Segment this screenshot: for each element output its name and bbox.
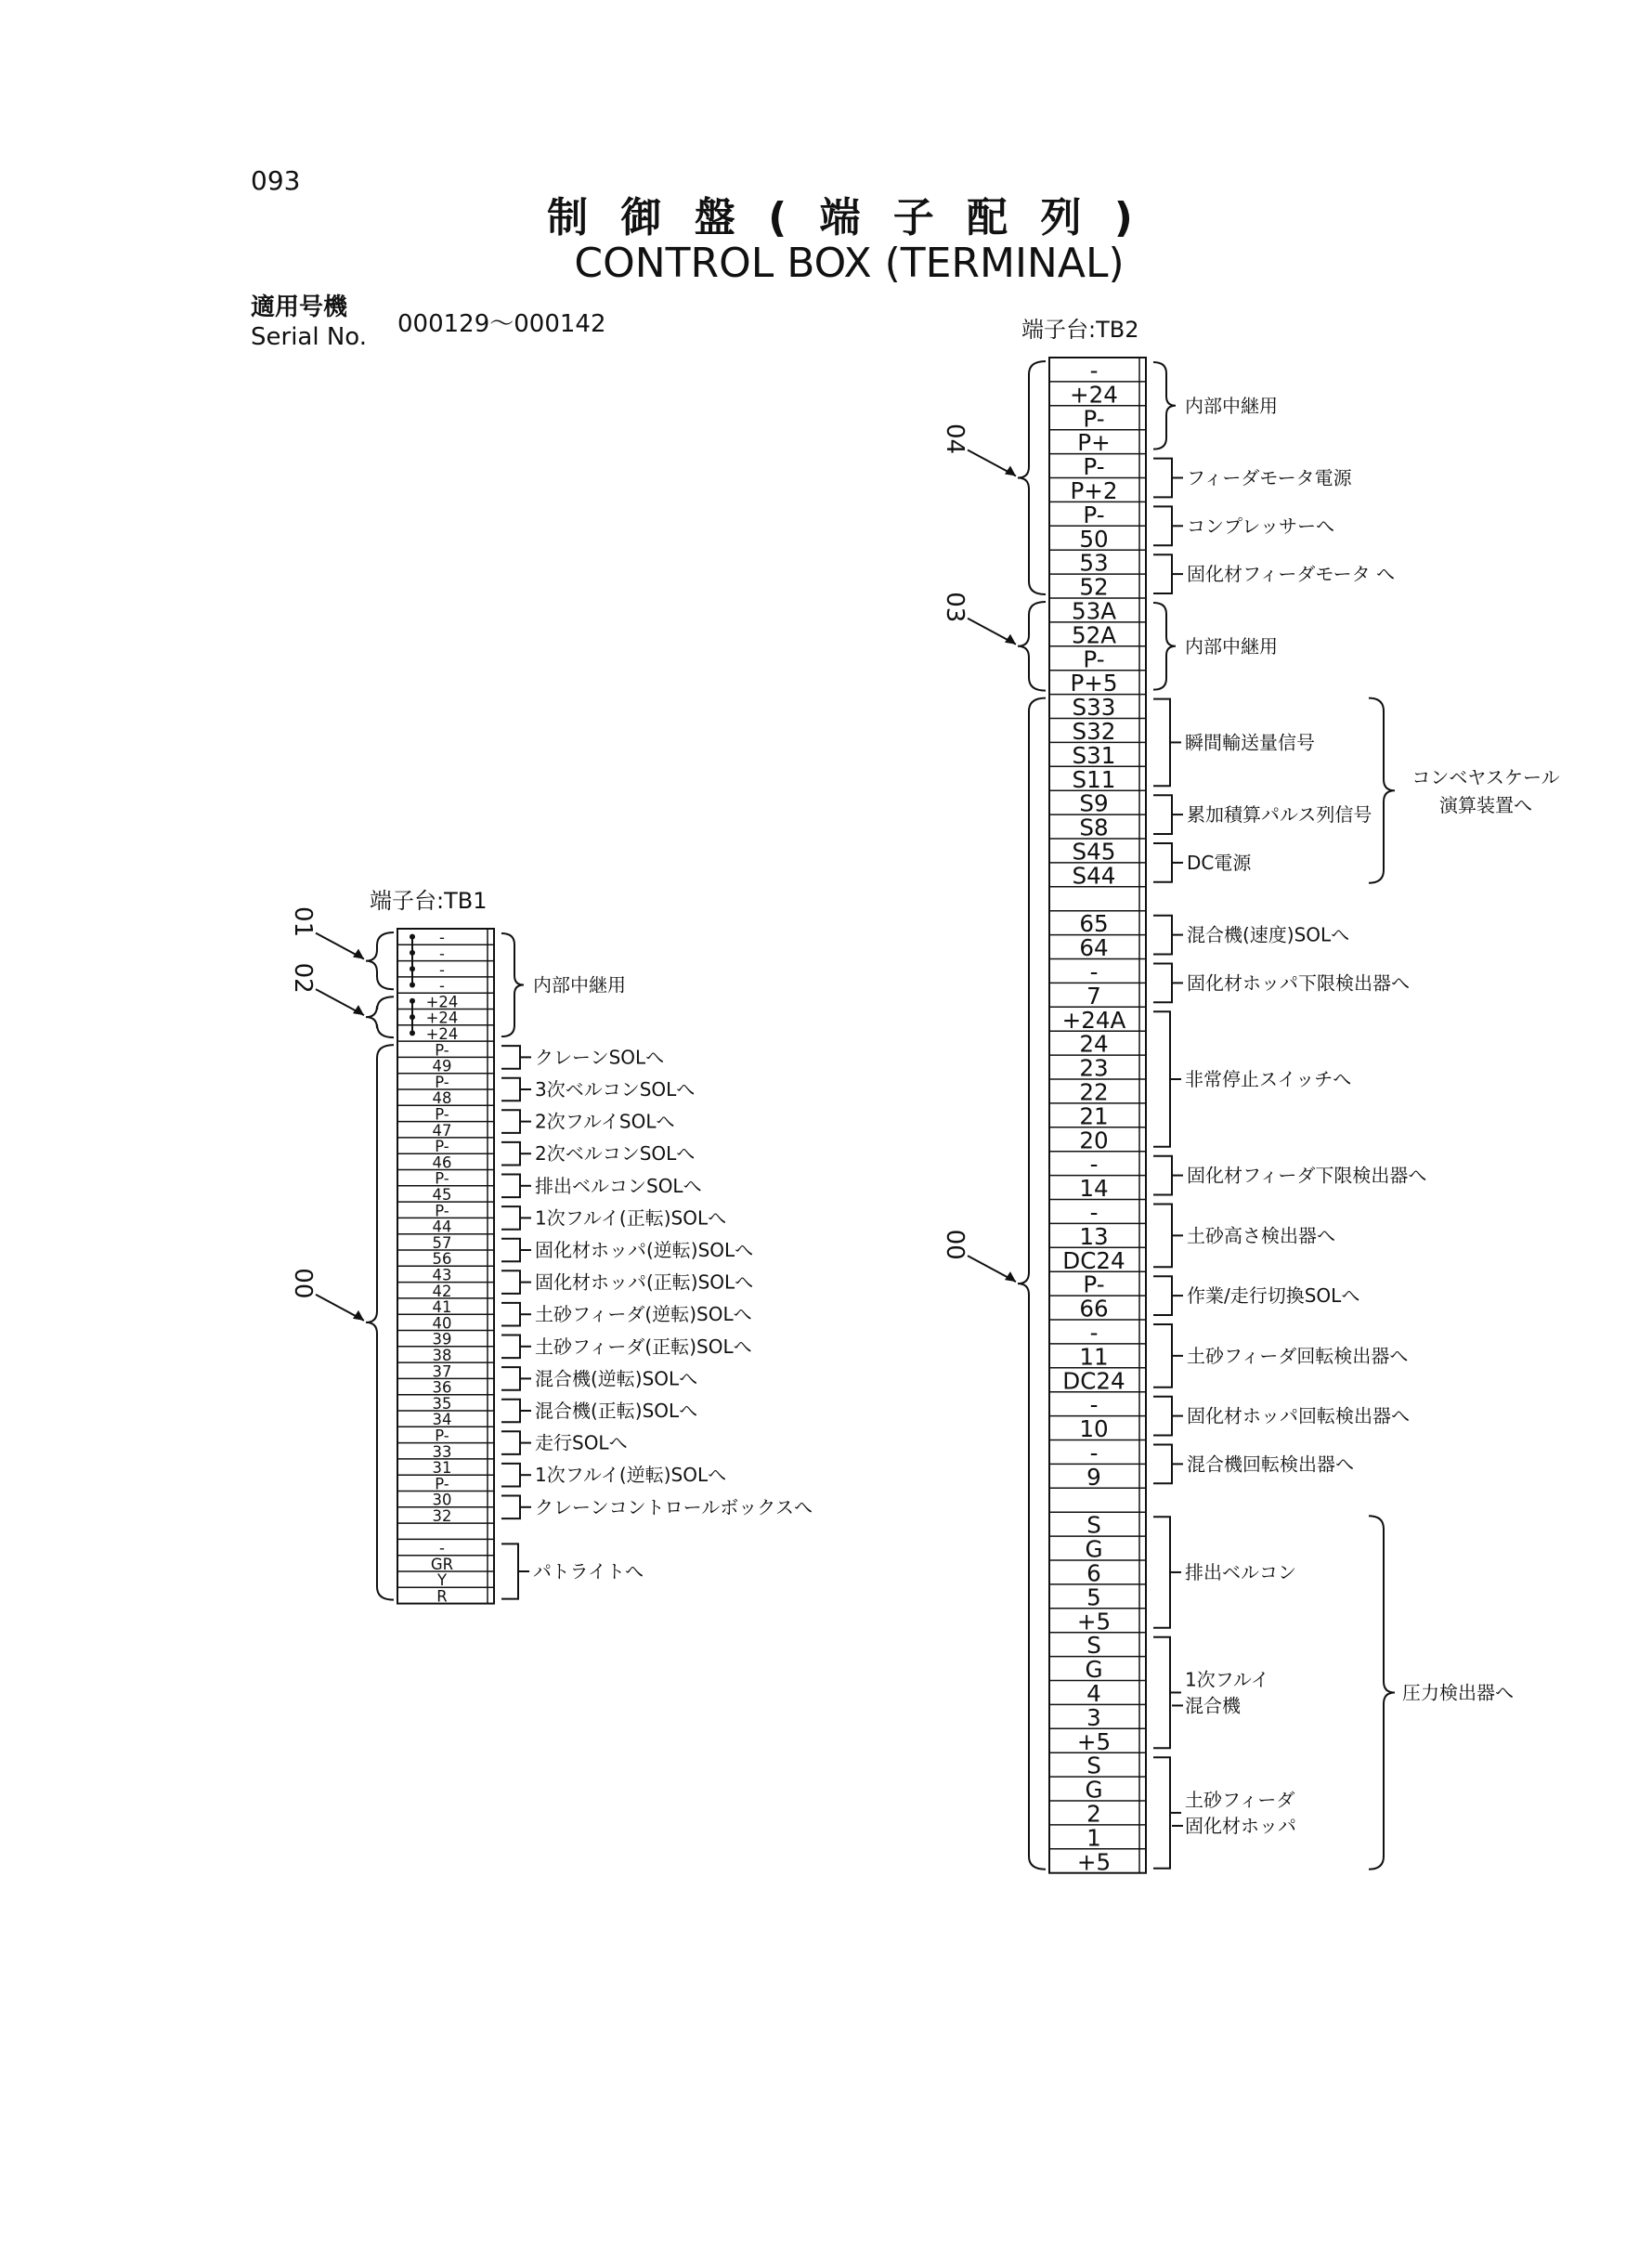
tb2-terminal-label: 23 xyxy=(1079,1054,1109,1082)
tb2-annotation-text: 土砂高さ検出器へ xyxy=(1187,1224,1335,1247)
tb2-annotation-brace xyxy=(1153,362,1176,449)
tb1-annotation-text: 内部中継用 xyxy=(533,973,626,997)
tb1-terminal-label: 48 xyxy=(432,1089,452,1108)
tb2-terminal-label: 21 xyxy=(1079,1102,1109,1130)
tb2-terminal-label: P- xyxy=(1083,405,1105,433)
tb1-jumper-dot xyxy=(410,983,415,988)
tb2-terminal-label: P- xyxy=(1083,1270,1105,1298)
tb2-title: 端子台:TB2 xyxy=(1021,317,1139,343)
tb2-annotation-text: 固化材フィーダ下限検出器へ xyxy=(1187,1164,1427,1187)
tb2-annotation-text-secondary: 固化材ホッパ xyxy=(1185,1814,1296,1837)
serial-range: 000129〜000142 xyxy=(397,310,606,338)
tb1-annotation-text: クレーンコントロールボックスへ xyxy=(535,1495,813,1518)
tb1-terminal-label: P- xyxy=(435,1138,449,1156)
tb2-terminal-label: P+2 xyxy=(1070,476,1118,504)
tb2-terminal-label: - xyxy=(1089,1319,1099,1347)
tb2-group-brace xyxy=(1018,361,1046,594)
tb1-annotation-text: クレーンSOLへ xyxy=(535,1046,665,1069)
tb1-title: 端子台:TB1 xyxy=(370,888,488,914)
tb2-annotation-text: 内部中継用 xyxy=(1185,634,1278,658)
tb2-annotation-text: フィーダモータ電源 xyxy=(1187,466,1352,489)
tb2-terminal-label: 13 xyxy=(1079,1222,1109,1250)
tb2-terminal-label: - xyxy=(1089,357,1099,384)
tb1-terminal-label: GR xyxy=(430,1555,454,1573)
tb1-terminal-label: 49 xyxy=(432,1057,452,1075)
tb2-terminal-label: 4 xyxy=(1086,1679,1101,1707)
title-japanese: 制 御 盤 ( 端 子 配 列 ) xyxy=(547,194,1142,241)
tb2-terminal-label: G xyxy=(1085,1776,1103,1804)
tb2-annotation-text: 固化材ホッパ回転検出器へ xyxy=(1187,1404,1410,1427)
tb1-terminal-label: R xyxy=(436,1587,448,1606)
tb1-terminal-label: 42 xyxy=(432,1282,452,1300)
tb2-terminal-label: S31 xyxy=(1072,741,1116,769)
tb1-terminal-label: 36 xyxy=(432,1378,452,1397)
tb2-annotation-bracket xyxy=(1153,1517,1170,1628)
tb2-annotation-text: 非常停止スイッチへ xyxy=(1185,1068,1352,1090)
tb1-terminal-label: 40 xyxy=(432,1314,452,1333)
tb2-annotation-bracket xyxy=(1153,1324,1172,1388)
tb1-annotation-text: 固化材ホッパ(逆転)SOLへ xyxy=(535,1239,754,1261)
tb2-outer-brace xyxy=(1369,1516,1395,1870)
tb1-annotation-text: 1次フルイ(正転)SOLへ xyxy=(535,1206,727,1230)
tb1-terminal-label: +24 xyxy=(425,993,459,1011)
tb1-group-label: 01 xyxy=(289,906,317,938)
tb2-annotation-bracket xyxy=(1153,699,1170,787)
tb2-terminal-label: 64 xyxy=(1079,934,1109,962)
tb2-terminal-label: P+ xyxy=(1077,429,1111,457)
tb2-annotation-bracket xyxy=(1153,1757,1170,1869)
tb1-annotation-bracket xyxy=(501,1400,520,1423)
tb2-annotation-bracket xyxy=(1153,1205,1172,1268)
tb1-group-brace xyxy=(366,1045,394,1600)
tb1-terminal-label: 43 xyxy=(432,1266,452,1284)
tb1-terminal-label: 45 xyxy=(432,1185,452,1204)
tb2-terminal-label: +24 xyxy=(1070,381,1118,409)
tb2-terminal-label: 14 xyxy=(1079,1175,1109,1203)
tb1-terminal-label: 47 xyxy=(432,1121,452,1140)
tb1-annotation-bracket xyxy=(501,1046,520,1069)
tb1-annotation-text: 1次フルイ(逆転)SOLへ xyxy=(535,1464,727,1487)
tb1-annotation-text: 3次ベルコンSOLへ xyxy=(535,1078,696,1101)
tb2-outer-label: 圧力検出器へ xyxy=(1402,1681,1514,1704)
tb2-annotation-bracket xyxy=(1153,964,1172,1003)
tb1-terminal-label: 34 xyxy=(432,1411,452,1429)
tb2-terminal-label: +5 xyxy=(1076,1848,1112,1876)
tb1-annotation-text: 2次フルイSOLへ xyxy=(535,1110,675,1133)
tb2-annotation-text: 作業/走行切換SOLへ xyxy=(1187,1284,1360,1308)
tb1-terminal-label: 56 xyxy=(432,1250,452,1269)
tb1-annotation-text: 土砂フィーダ(正転)SOLへ xyxy=(535,1335,752,1358)
tb2-annotation-bracket xyxy=(1153,795,1172,834)
tb2-terminal-label: 52 xyxy=(1079,573,1109,601)
tb1-jumper-dot xyxy=(410,966,415,971)
tb2-terminal-label: S33 xyxy=(1072,694,1116,722)
tb2-annotation-text: 土砂フィーダ xyxy=(1185,1788,1295,1811)
tb1-terminal-label: P- xyxy=(435,1169,449,1188)
tb1-annotation-text: 排出ベルコンSOLへ xyxy=(535,1174,702,1197)
tb1-jumper-dot xyxy=(410,1030,415,1036)
tb1-terminal-label: P- xyxy=(435,1475,449,1493)
tb2-annotation-text: 瞬間輸送量信号 xyxy=(1185,731,1315,754)
serial-label-japanese: 適用号機 xyxy=(251,293,348,321)
tb2-annotation-text: 固化材ホッパ下限検出器へ xyxy=(1187,971,1410,995)
tb2-annotation-bracket xyxy=(1153,916,1172,955)
tb2-terminal-label: P+5 xyxy=(1070,670,1118,697)
tb1-annotation-text: 2次ベルコンSOLへ xyxy=(535,1142,696,1166)
tb2-terminal-label: +24A xyxy=(1061,1006,1126,1034)
tb1-terminal-label: P- xyxy=(435,1105,449,1124)
tb2-terminal-label: S8 xyxy=(1079,814,1109,841)
tb1-terminal-label: P- xyxy=(435,1427,449,1445)
tb2-group-brace xyxy=(1018,698,1046,1870)
tb2-terminal-label: +5 xyxy=(1076,1608,1112,1635)
tb1-terminal-label: P- xyxy=(435,1202,449,1220)
tb2-terminal-label: S44 xyxy=(1072,862,1116,890)
tb2-terminal-label: 65 xyxy=(1079,910,1109,938)
tb2-annotation-brace xyxy=(1153,603,1176,690)
tb2-terminal-label: S32 xyxy=(1072,717,1116,745)
tb1-annotation-text: 混合機(逆転)SOLへ xyxy=(535,1367,698,1390)
tb2-terminal-label: P- xyxy=(1083,501,1105,528)
tb1-annotation-bracket xyxy=(501,1496,520,1519)
tb2-annotation-bracket xyxy=(1153,843,1172,882)
tb2-terminal-label: G xyxy=(1085,1656,1103,1684)
tb1-annotation-bracket xyxy=(501,1239,520,1262)
tb2-terminal-label: S45 xyxy=(1072,838,1116,866)
tb2-terminal-label: 66 xyxy=(1079,1295,1109,1322)
tb2-terminal-label: 24 xyxy=(1079,1030,1109,1058)
tb2-annotation-text: 土砂フィーダ回転検出器へ xyxy=(1187,1344,1409,1367)
tb1-annotation-text: 混合機(正転)SOLへ xyxy=(535,1400,698,1422)
tb2-group-label: 00 xyxy=(941,1229,969,1260)
tb1-annotation-bracket xyxy=(501,1110,520,1133)
tb2-terminal-label: G xyxy=(1085,1535,1103,1563)
tb2-terminal-label: 11 xyxy=(1079,1343,1109,1371)
tb2-terminal-label: P- xyxy=(1083,645,1105,673)
tb1-annotation-bracket xyxy=(501,1303,520,1326)
title-english: CONTROL BOX (TERMINAL) xyxy=(574,240,1125,287)
tb2-terminal-label: - xyxy=(1089,1151,1099,1179)
tb2-annotation-text: 排出ベルコン xyxy=(1185,1560,1296,1583)
tb2-annotation-bracket xyxy=(1153,1011,1170,1146)
tb2-annotation-text: 混合機(速度)SOLへ xyxy=(1187,923,1350,946)
tb1-annotation-bracket xyxy=(501,1206,520,1230)
tb1-terminal-label: +24 xyxy=(425,1009,459,1027)
tb1-terminal-label: 44 xyxy=(432,1218,452,1236)
tb2-terminal-label: 50 xyxy=(1079,525,1109,553)
tb2-terminal-label: 9 xyxy=(1086,1463,1101,1491)
tb1-terminal-label: - xyxy=(439,1539,445,1557)
tb1-terminal-label: - xyxy=(439,945,445,963)
tb1-group-label: 02 xyxy=(289,962,317,994)
tb1-terminal-label: +24 xyxy=(425,1024,459,1043)
tb1-terminal-label: - xyxy=(439,929,445,947)
tb2-annotation-bracket xyxy=(1153,1156,1172,1195)
tb1-terminal-label: 39 xyxy=(432,1330,452,1348)
tb1-annotation-text: 走行SOLへ xyxy=(535,1431,628,1454)
tb2-annotation-bracket xyxy=(1153,1637,1170,1749)
tb2-terminal-label: DC24 xyxy=(1062,1246,1125,1274)
tb1-annotation-bracket xyxy=(501,1464,520,1487)
tb1-jumper-dot xyxy=(410,1014,415,1020)
tb2-annotation-text-secondary: 混合機 xyxy=(1185,1694,1241,1717)
tb1-jumper-dot xyxy=(410,950,415,956)
tb1-terminal-label: - xyxy=(439,977,445,996)
tb2-annotation-bracket xyxy=(1153,554,1172,593)
tb2-outer-brace xyxy=(1369,698,1395,883)
tb1-terminal-label: 33 xyxy=(432,1442,452,1461)
tb2-terminal-label: 7 xyxy=(1086,982,1101,1010)
tb1-jumper-dot xyxy=(410,934,415,940)
tb1-terminal-label: - xyxy=(439,960,445,979)
tb1-annotation-bracket xyxy=(501,1175,520,1198)
tb1-terminal-label: 35 xyxy=(432,1394,452,1413)
tb1-terminal-label: 30 xyxy=(432,1491,452,1509)
tb2-annotation-text: DC電源 xyxy=(1187,851,1252,874)
tb1-group-brace xyxy=(366,932,394,989)
tb2-terminal-label: - xyxy=(1089,1391,1099,1419)
tb2-group-label: 03 xyxy=(941,592,969,623)
tb1-group-brace xyxy=(366,997,394,1037)
tb2-annotation-text: 内部中継用 xyxy=(1185,394,1278,417)
tb2-annotation-bracket xyxy=(1153,1276,1172,1315)
tb2-annotation-bracket xyxy=(1153,1445,1172,1484)
tb2-terminal-label: 52A xyxy=(1071,621,1117,649)
serial-label-english: Serial No. xyxy=(251,323,367,351)
tb1-terminal-label: 46 xyxy=(432,1153,452,1172)
tb2-terminal-label: P- xyxy=(1083,453,1105,481)
tb1-terminal-label: P- xyxy=(435,1073,449,1091)
tb1-annotation-text: 土砂フィーダ(逆転)SOLへ xyxy=(535,1303,752,1326)
tb1-terminal-label: 31 xyxy=(432,1459,452,1478)
tb2-terminal-label: 20 xyxy=(1079,1127,1109,1154)
tb2-annotation-text: 1次フルイ xyxy=(1185,1668,1269,1691)
tb1-annotation-bracket xyxy=(501,1335,520,1359)
tb2-terminal-label: 2 xyxy=(1086,1800,1101,1828)
tb2-terminal-label: +5 xyxy=(1076,1727,1112,1755)
tb2-terminal-label: 53 xyxy=(1079,549,1109,577)
tb1-annotation-bracket xyxy=(501,1142,520,1166)
tb1-terminal-label: 38 xyxy=(432,1346,452,1364)
tb2-terminal-label: S9 xyxy=(1079,789,1109,817)
tb2-outer-label: コンベヤスケール xyxy=(1411,766,1560,789)
tb1-annotation-brace xyxy=(501,933,524,1036)
tb2-terminal-label: 5 xyxy=(1086,1583,1101,1611)
tb2-terminal-label: S11 xyxy=(1072,765,1116,793)
page-number: 093 xyxy=(251,165,301,196)
tb1-group-label: 00 xyxy=(289,1268,317,1299)
tb2-annotation-bracket xyxy=(1153,1397,1172,1436)
tb2-terminal-label: - xyxy=(1089,1198,1099,1226)
tb2-terminal-label: 6 xyxy=(1086,1559,1101,1587)
tb1-terminal-label: Y xyxy=(436,1571,448,1590)
tb1-annotation-text: パトライトへ xyxy=(533,1560,644,1583)
tb2-terminal-label: 3 xyxy=(1086,1703,1101,1731)
tb2-terminal-label: - xyxy=(1089,1439,1099,1466)
tb2-annotation-text: コンプレッサーへ xyxy=(1187,515,1334,538)
tb2-annotation-text: 混合機回転検出器へ xyxy=(1187,1453,1354,1476)
tb2-terminal-label: 1 xyxy=(1086,1824,1101,1852)
tb2-outer-label-secondary: 演算装置へ xyxy=(1439,794,1532,817)
tb2-annotation-bracket xyxy=(1153,459,1172,498)
tb2-terminal-label: DC24 xyxy=(1062,1367,1125,1395)
tb2-annotation-text: 累加積算パルス列信号 xyxy=(1187,803,1372,827)
tb1-annotation-bracket xyxy=(501,1078,520,1101)
tb2-terminal-label: 22 xyxy=(1079,1078,1109,1106)
tb1-terminal-label: P- xyxy=(435,1041,449,1060)
tb2-group-label: 04 xyxy=(941,423,969,455)
tb2-annotation-bracket xyxy=(1153,506,1172,545)
tb2-terminal-label: 10 xyxy=(1079,1415,1109,1443)
tb2-terminal-label: - xyxy=(1089,958,1099,985)
tb1-terminal-label: 41 xyxy=(432,1298,452,1317)
tb1-annotation-bracket xyxy=(501,1544,518,1598)
tb2-terminal-label: 53A xyxy=(1071,597,1117,625)
tb2-terminal-label: S xyxy=(1086,1511,1101,1539)
tb1-annotation-bracket xyxy=(501,1367,520,1390)
tb1-terminal-label: 57 xyxy=(432,1233,452,1252)
tb2-annotation-text: 固化材フィーダモータ へ xyxy=(1187,563,1395,586)
tb2-group-brace xyxy=(1018,602,1046,691)
tb1-annotation-bracket xyxy=(501,1431,520,1454)
tb2-terminal-label: S xyxy=(1086,1752,1101,1779)
tb1-jumper-dot xyxy=(410,998,415,1004)
tb2-terminal-label: S xyxy=(1086,1632,1101,1660)
tb1-terminal-label: 37 xyxy=(432,1362,452,1381)
tb1-annotation-bracket xyxy=(501,1270,520,1294)
tb1-annotation-text: 固化材ホッパ(正転)SOLへ xyxy=(535,1270,754,1294)
tb1-terminal-label: 32 xyxy=(432,1506,452,1525)
